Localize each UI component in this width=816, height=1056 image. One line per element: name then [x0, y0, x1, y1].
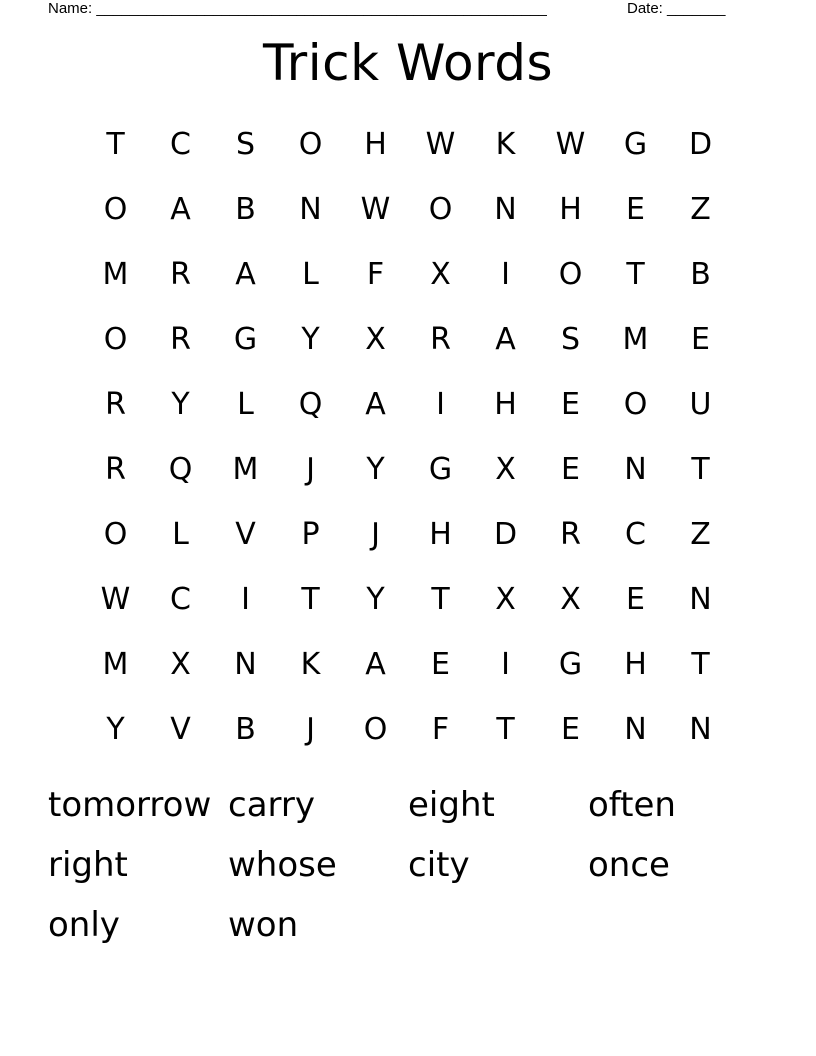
grid-letter: X [495, 452, 516, 487]
grid-letter: N [689, 712, 712, 747]
grid-letter: I [241, 582, 250, 617]
grid-letter: Q [168, 452, 193, 487]
grid-letter: N [299, 192, 322, 227]
word-list-item: right [48, 845, 128, 885]
grid-letter: V [170, 712, 191, 747]
grid-letter: T [106, 127, 125, 162]
grid-letter: S [560, 322, 581, 357]
grid-letter: R [105, 452, 126, 487]
page-title: Trick Words [262, 34, 554, 92]
grid-letter: B [690, 257, 711, 292]
grid-letter: J [371, 517, 380, 552]
grid-letter: U [689, 387, 712, 422]
grid-letter: W [100, 582, 131, 617]
grid-letter: E [626, 192, 645, 227]
grid-letter: T [496, 712, 515, 747]
grid-letter: X [430, 257, 451, 292]
grid-letter: H [559, 192, 582, 227]
word-list-item: once [588, 845, 670, 885]
grid-letter: Z [690, 517, 711, 552]
grid-letter: O [363, 712, 388, 747]
grid-letter: B [235, 192, 256, 227]
grid-letter: T [691, 647, 710, 682]
grid-letter: N [494, 192, 517, 227]
name-field-label: Name: ______________________________________________________ [48, 0, 547, 17]
grid-letter: Y [301, 322, 320, 357]
grid-letter: G [428, 452, 453, 487]
word-list-item: often [588, 785, 676, 825]
grid-letter: O [623, 387, 648, 422]
grid-letter: J [306, 712, 315, 747]
grid-letter: L [302, 257, 319, 292]
word-list-item: only [48, 905, 120, 945]
grid-letter: R [170, 322, 191, 357]
word-list-item: carry [228, 785, 316, 825]
grid-letter: F [431, 712, 450, 747]
worksheet-header [0, 0, 816, 20]
grid-letter: X [365, 322, 386, 357]
grid-letter: K [495, 127, 516, 162]
grid-letter: O [103, 322, 128, 357]
grid-letter: M [232, 452, 259, 487]
grid-letter: L [237, 387, 254, 422]
grid-letter: V [235, 517, 256, 552]
grid-letter: Q [298, 387, 323, 422]
grid-letter: T [431, 582, 450, 617]
grid-letter: O [103, 192, 128, 227]
grid-letter: A [365, 387, 386, 422]
grid-letter: T [301, 582, 320, 617]
grid-letter: N [624, 712, 647, 747]
grid-letter: F [366, 257, 385, 292]
grid-letter: O [428, 192, 453, 227]
grid-letter: Y [106, 712, 125, 747]
grid-letter: C [625, 517, 646, 552]
grid-letter: E [561, 712, 580, 747]
grid-letter: O [558, 257, 583, 292]
grid-letter: K [300, 647, 321, 682]
grid-letter: D [493, 517, 518, 552]
grid-letter: H [494, 387, 517, 422]
word-list-item: whose [228, 845, 337, 885]
grid-letter: A [235, 257, 256, 292]
grid-letter: Y [366, 582, 385, 617]
grid-letter: R [560, 517, 581, 552]
grid-letter: W [360, 192, 391, 227]
grid-letter: H [624, 647, 647, 682]
grid-letter: W [555, 127, 586, 162]
grid-letter: E [561, 452, 580, 487]
grid-letter: X [495, 582, 516, 617]
grid-letter: Y [171, 387, 190, 422]
grid-letter: I [501, 257, 510, 292]
grid-letter: E [431, 647, 450, 682]
grid-letter: S [235, 127, 256, 162]
grid-letter: D [688, 127, 713, 162]
grid-letter: N [234, 647, 257, 682]
grid-letter: G [233, 322, 258, 357]
grid-letter: I [436, 387, 445, 422]
grid-letter: P [301, 517, 320, 552]
grid-letter: E [561, 387, 580, 422]
word-list-item: won [228, 905, 299, 945]
grid-letter: A [170, 192, 191, 227]
grid-letter: X [170, 647, 191, 682]
grid-letter: R [430, 322, 451, 357]
grid-letter: Z [690, 192, 711, 227]
word-list-item: tomorrow [48, 785, 212, 825]
grid-letter: A [495, 322, 516, 357]
grid-letter: G [623, 127, 648, 162]
grid-letter: R [105, 387, 126, 422]
grid-letter: T [691, 452, 710, 487]
word-list [48, 775, 768, 955]
grid-letter: O [298, 127, 323, 162]
letter-grid [83, 112, 733, 762]
grid-letter: H [429, 517, 452, 552]
grid-letter: M [102, 257, 129, 292]
word-list-item: eight [408, 785, 495, 825]
grid-letter: C [170, 127, 191, 162]
grid-letter: B [235, 712, 256, 747]
grid-letter: I [501, 647, 510, 682]
grid-letter: T [626, 257, 645, 292]
grid-letter: Y [366, 452, 385, 487]
grid-letter: A [365, 647, 386, 682]
grid-letter: R [170, 257, 191, 292]
grid-letter: X [560, 582, 581, 617]
grid-letter: N [689, 582, 712, 617]
word-list-item: city [408, 845, 470, 885]
grid-letter: J [306, 452, 315, 487]
grid-letter: H [364, 127, 387, 162]
grid-letter: E [626, 582, 645, 617]
grid-letter: W [425, 127, 456, 162]
grid-letter: M [622, 322, 649, 357]
grid-letter: M [102, 647, 129, 682]
grid-letter: C [170, 582, 191, 617]
grid-letter: L [172, 517, 189, 552]
date-field-label: Date: _______ [627, 0, 726, 17]
grid-letter: O [103, 517, 128, 552]
grid-letter: E [691, 322, 710, 357]
grid-letter: G [558, 647, 583, 682]
grid-letter: N [624, 452, 647, 487]
